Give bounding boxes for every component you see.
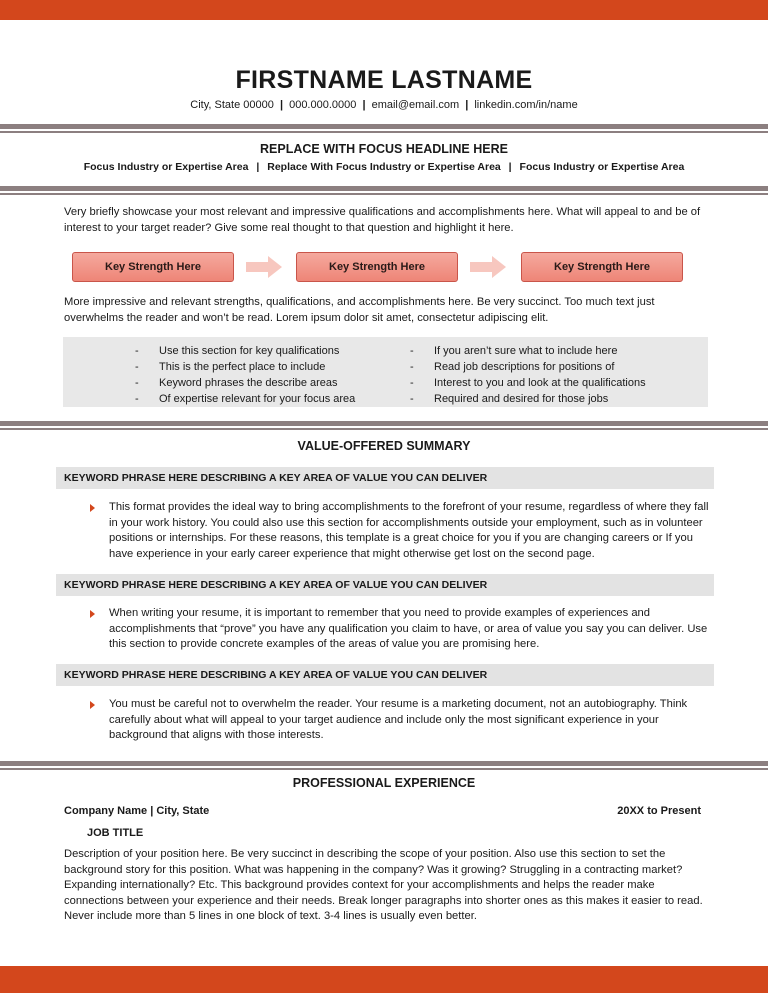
- contact-separator: |: [465, 99, 469, 111]
- divider: [0, 761, 768, 766]
- bottom-accent-bar: [0, 966, 768, 993]
- list-item: - If you aren’t sure what to include here: [410, 345, 618, 357]
- summary-bullet-text: You must be careful not to overwhelm the reader. Your resume is a marketing document, not an autobiography. Think carefully about what will appeal to your target audience and include only the most significant experience in your background that aligns with those interests.: [109, 698, 688, 741]
- keyword-bar: KEYWORD PHRASE HERE DESCRIBING A KEY AREA OF VALUE YOU CAN DELIVER: [56, 467, 714, 489]
- keyword-bar: KEYWORD PHRASE HERE DESCRIBING A KEY AREA OF VALUE YOU CAN DELIVER: [56, 664, 714, 686]
- list-item: - Read job descriptions for positions of: [410, 361, 615, 373]
- qualifications-panel: [63, 337, 708, 407]
- triangle-bullet-icon: [90, 701, 95, 709]
- company-name: Company Name | City, State: [64, 805, 210, 817]
- contact-line: [0, 99, 768, 111]
- industry-separator: |: [256, 161, 260, 173]
- candidate-name: FIRSTNAME LASTNAME: [235, 66, 533, 94]
- list-item: - Use this section for key qualifications: [135, 345, 340, 357]
- list-item: - Interest to you and look at the qualifications: [410, 377, 646, 389]
- employment-dates: 20XX to Present: [617, 805, 701, 817]
- divider: [0, 428, 768, 430]
- key-strengths-row: [72, 252, 682, 282]
- focus-industry-2: Replace With Focus Industry or Expertise Area: [267, 161, 501, 173]
- contact-separator: |: [362, 99, 366, 111]
- summary-bullet-text: When writing your resume, it is important to remember that you need to provide examples of experiences and accomplishments that “prove” you have any qualification you claim to have, or area of value you say you can deliver. Use this section to provide concrete examples of the areas of value you are promising here.: [109, 607, 708, 650]
- industry-separator: |: [508, 161, 512, 173]
- section-title-experience: PROFESSIONAL EXPERIENCE: [292, 776, 476, 790]
- divider: [0, 421, 768, 426]
- section-title-value-summary: VALUE-OFFERED SUMMARY: [297, 439, 471, 453]
- qualifications-right-list: [410, 343, 646, 407]
- summary-bullet-text: This format provides the ideal way to bring accomplishments to the forefront of your resume, regardless of where they fall in your work history. You could also use this section for accomplishments outside your employment, such as in volunteer positions or internships. For these reasons, this template is a great choice for you if you are changing careers or If you have experience in your early career experience that might otherwise get lost on the second page.: [109, 501, 709, 560]
- top-accent-bar: [0, 0, 768, 20]
- divider: [0, 131, 768, 133]
- key-strength-box: Key Strength Here: [521, 252, 683, 282]
- list-item: - Of expertise relevant for your focus area: [135, 393, 356, 405]
- job-description: Description of your position here. Be very succinct in describing the scope of your position. Also use this section to set the background story for this position. What was happening in the company? Was it growing? Struggling in a contracting market? Expanding internationally? Etc. This background provides context for your accomplishments and helps the reader make connections between your experience and their needs. Break longer paragraphs into shorter ones as this makes it easier to read. Never include more than 5 lines in one block of text. 3-4 lines is usually even better.: [64, 848, 703, 922]
- list-item: - Required and desired for those jobs: [410, 393, 609, 405]
- divider: [0, 186, 768, 191]
- divider: [0, 768, 768, 770]
- contact-email[interactable]: email@email.com: [371, 99, 460, 111]
- qualifications-left-list: [135, 343, 355, 407]
- list-item: - Keyword phrases the describe areas: [135, 377, 338, 389]
- strengths-paragraph: More impressive and relevant strengths, qualifications, and accomplishments here. Be very succinct. Too much text just overwhelms the reader and won’t be read. Lorem ipsum dolor sit amet, consectetur adipiscing elit.: [64, 296, 655, 324]
- intro-paragraph: Very briefly showcase your most relevant and impressive qualifications and accomplishments here. What will appeal to and be of interest to your target reader? Give some real thought to that question and highlight it here.: [64, 206, 701, 234]
- keyword-bar: KEYWORD PHRASE HERE DESCRIBING A KEY AREA OF VALUE YOU CAN DELIVER: [56, 574, 714, 596]
- job-title: JOB TITLE: [87, 827, 144, 839]
- focus-headline: REPLACE WITH FOCUS HEADLINE HERE: [260, 142, 508, 156]
- contact-city-state: City, State 00000: [190, 99, 274, 111]
- contact-phone: 000.000.0000: [289, 99, 357, 111]
- divider: [0, 193, 768, 195]
- contact-separator: |: [279, 99, 284, 111]
- triangle-bullet-icon: [90, 610, 95, 618]
- arrow-right-icon: [246, 256, 282, 278]
- key-strength-box: Key Strength Here: [296, 252, 458, 282]
- list-item: - This is the perfect place to include: [135, 361, 326, 373]
- key-strength-box: Key Strength Here: [72, 252, 234, 282]
- divider: [0, 124, 768, 129]
- focus-industry-3: Focus Industry or Expertise Area: [519, 161, 685, 173]
- focus-industry-1: Focus Industry or Expertise Area: [83, 161, 249, 173]
- arrow-right-icon: [470, 256, 506, 278]
- triangle-bullet-icon: [90, 504, 95, 512]
- focus-industries: [0, 161, 768, 173]
- contact-linkedin[interactable]: linkedin.com/in/name: [474, 99, 578, 111]
